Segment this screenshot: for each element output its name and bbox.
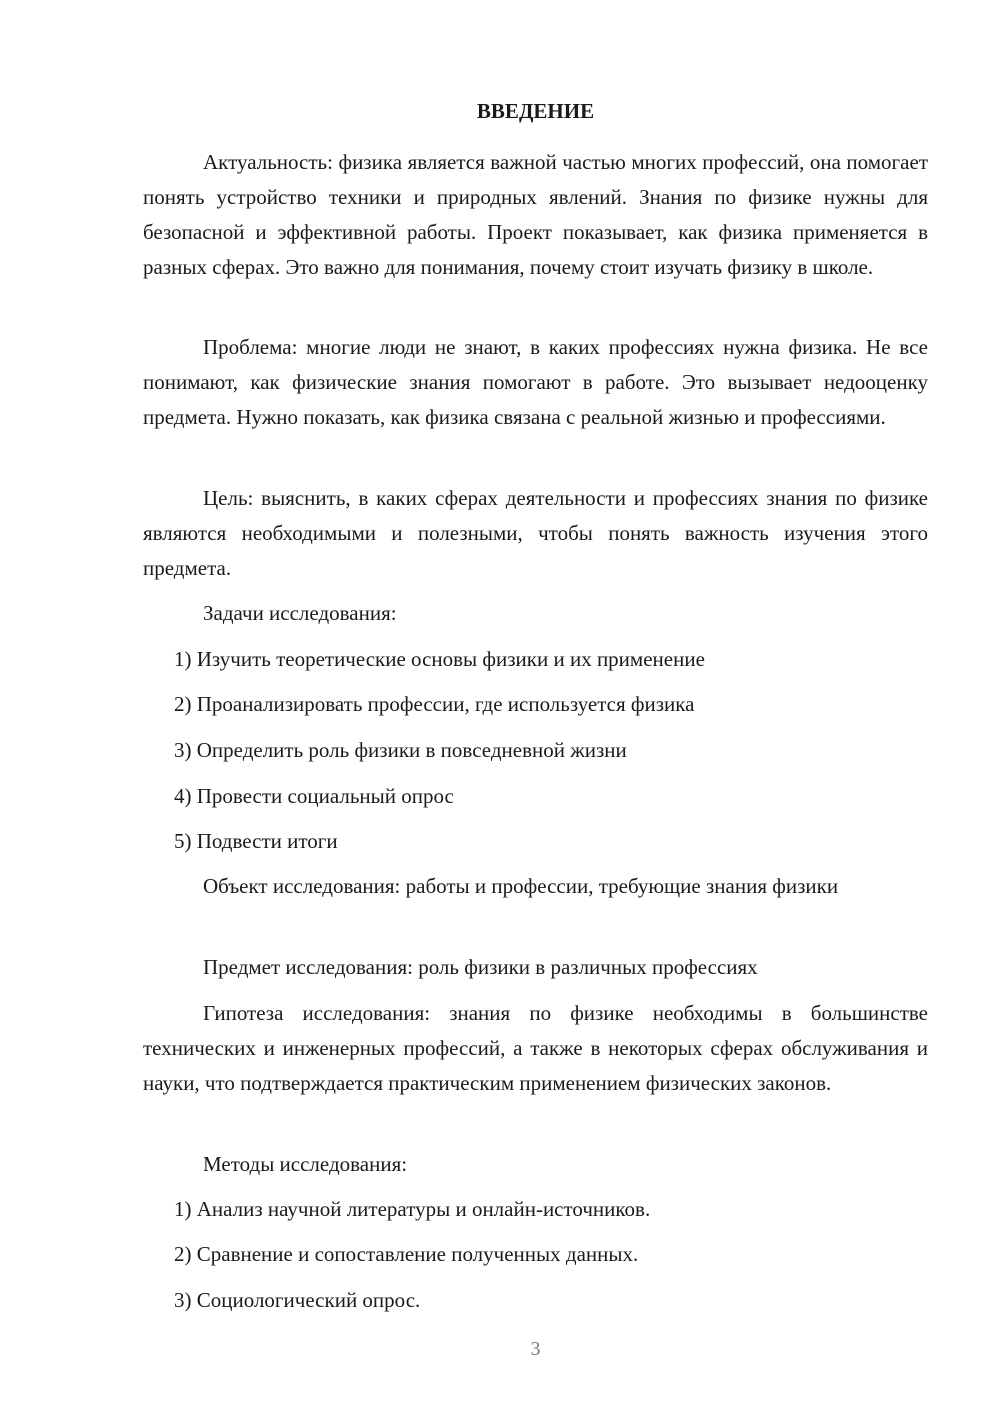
tasks-heading: Задачи исследования: [203,601,397,625]
hypothesis-paragraph: Гипотеза исследования: знания по физике необходимы в большинстве технических и инженерных профессий, а также в некоторых сферах обслуживания и науки, что подтверждается практическим применением физических законов. [143,1001,928,1095]
goal-paragraph: Цель: выяснить, в каких сферах деятельности и профессиях знания по физике являются необходимыми и полезными, чтобы понять важность изучения этого предмета. [143,486,928,580]
document-page [143,0,928,1414]
method-item-1: 1) Анализ научной литературы и онлайн-источников. [174,1197,651,1221]
method-item-3: 3) Социологический опрос. [174,1288,421,1312]
methods-heading: Методы исследования: [203,1152,408,1176]
object-paragraph: Объект исследования: работы и профессии, требующие знания физики [203,874,839,898]
relevance-paragraph: Актуальность: физика является важной частью многих профессий, она помогает понять устройство техники и природных явлений. Знания по физике нужны для безопасной и эффективной работы. Проект показывает, как физика применяется в разных сферах. Это важно для понимания, почему стоит изучать физику в школе. [143,150,928,279]
task-item-5: 5) Подвести итоги [174,829,338,853]
task-item-1: 1) Изучить теоретические основы физики и их применение [174,647,705,671]
method-item-2: 2) Сравнение и сопоставление полученных данных. [174,1242,639,1266]
task-item-3: 3) Определить роль физики в повседневной жизни [174,738,627,762]
section-title: ВВЕДЕНИЕ [476,99,595,123]
task-item-2: 2) Проанализировать профессии, где используется физика [174,692,695,716]
task-item-4: 4) Провести социальный опрос [174,784,454,808]
subject-paragraph: Предмет исследования: роль физики в различных профессиях [203,955,758,979]
page-number: 3 [530,1338,541,1360]
problem-paragraph: Проблема: многие люди не знают, в каких профессиях нужна физика. Не все понимают, как физические знания помогают в работе. Это вызывает недооценку предмета. Нужно показать, как физика связана с реальной жизнью и профессиями. [143,335,928,429]
